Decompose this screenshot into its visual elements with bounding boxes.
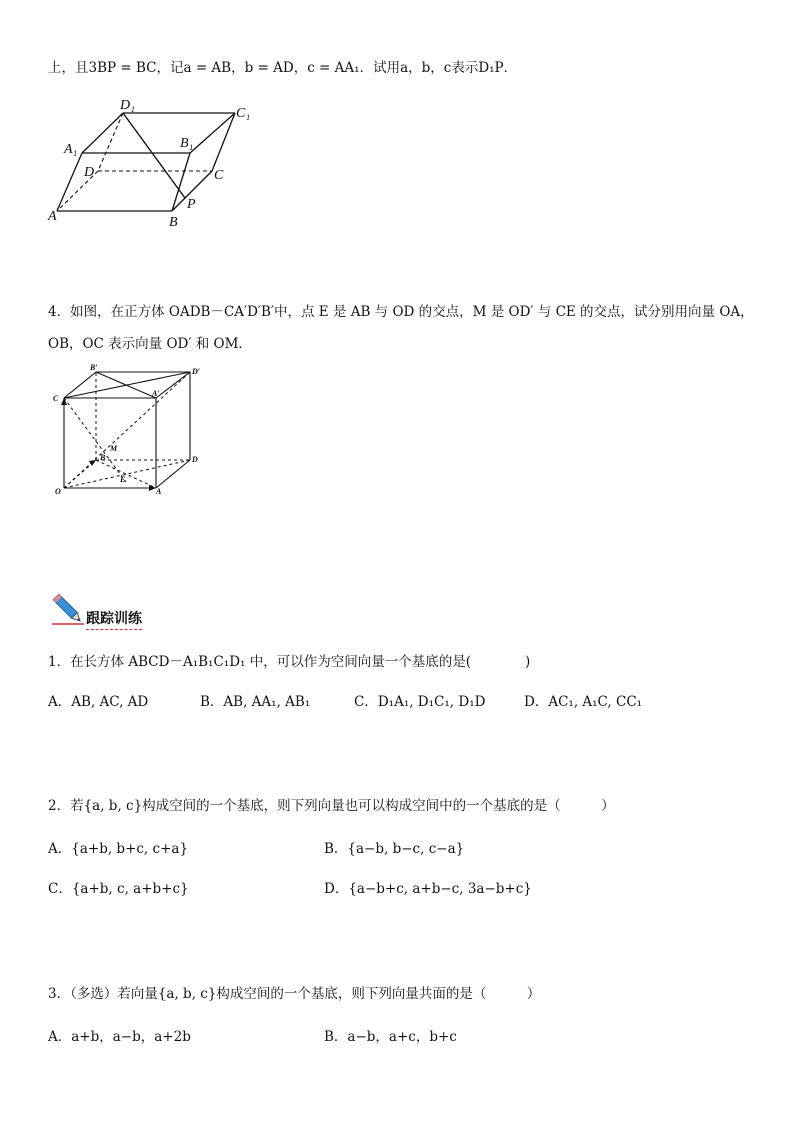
label-D-prime: D′ xyxy=(192,367,201,376)
q1-stem: 1．在长方体 ABCD－A₁B₁C₁D₁ 中，可以作为空间向量一个基底的是( ) xyxy=(48,654,531,670)
label-B1: B₁ xyxy=(180,136,194,151)
label-A1: A₁ xyxy=(64,142,78,157)
label-D: D xyxy=(84,165,95,180)
q1-option-c: C．D₁A₁, D₁C₁, D₁D xyxy=(354,694,486,710)
label-C1: C₁ xyxy=(236,106,251,121)
label-E: E xyxy=(120,475,126,484)
problem4-line2: OB，OC 表示向量 OD′ 和 OM． xyxy=(48,336,252,352)
label-C: C xyxy=(53,394,59,403)
label-B: B xyxy=(169,215,178,230)
q3-option-b: B．a−b，a+c，b+c xyxy=(324,1029,457,1045)
label-D: D xyxy=(192,455,198,464)
intro-text: 上，且3BP = BC，记a = AB，b = AD，c = AA₁．试用a，b，c表示D₁P． xyxy=(48,60,518,76)
section-title: 跟踪训练 xyxy=(86,608,142,630)
label-P: P xyxy=(187,197,196,212)
label-B-prime: B′ xyxy=(90,363,98,372)
parallelepiped-figure xyxy=(40,95,270,235)
q3-option-a: A．a+b，a−b，a+2b xyxy=(48,1029,191,1045)
q2-stem: 2．若{a, b, c}构成空间的一个基底，则下列向量也可以构成空间中的一个基底的是（ ） xyxy=(48,798,615,814)
problem4-line1: 4．如图，在正方体 OADB－CA′D′B′中，点 E 是 AB 与 OD 的交点，M 是 OD′ 与 CE 的交点，试分别用向量 OA， xyxy=(48,304,754,320)
q2-option-a: A．{a+b, b+c, c+a} xyxy=(48,841,189,857)
q1-option-d: D．AC₁, A₁C, CC₁ xyxy=(524,694,643,710)
label-B: B xyxy=(100,453,106,462)
q2-option-b: B．{a−b, b−c, c−a} xyxy=(324,841,465,857)
label-M: M xyxy=(110,444,118,453)
pencil-icon xyxy=(50,590,86,628)
q1-option-b: B．AB, AA₁, AB₁ xyxy=(200,694,311,710)
label-A: A xyxy=(156,487,162,496)
label-O: O xyxy=(55,487,61,496)
label-D1: D₁ xyxy=(120,98,135,113)
q1-option-a: A．AB, AC, AD xyxy=(48,694,149,710)
label-A-prime: A′ xyxy=(152,389,160,398)
label-C: C xyxy=(214,168,224,183)
q3-stem: 3．（多选）若向量{a, b, c}构成空间的一个基底，则下列向量共面的是（ ） xyxy=(48,986,541,1002)
cube-figure xyxy=(48,362,218,497)
label-A: A xyxy=(48,209,57,224)
q2-option-c: C．{a+b, c, a+b+c} xyxy=(48,881,189,897)
q2-option-d: D．{a−b+c, a+b−c, 3a−b+c} xyxy=(324,881,532,897)
